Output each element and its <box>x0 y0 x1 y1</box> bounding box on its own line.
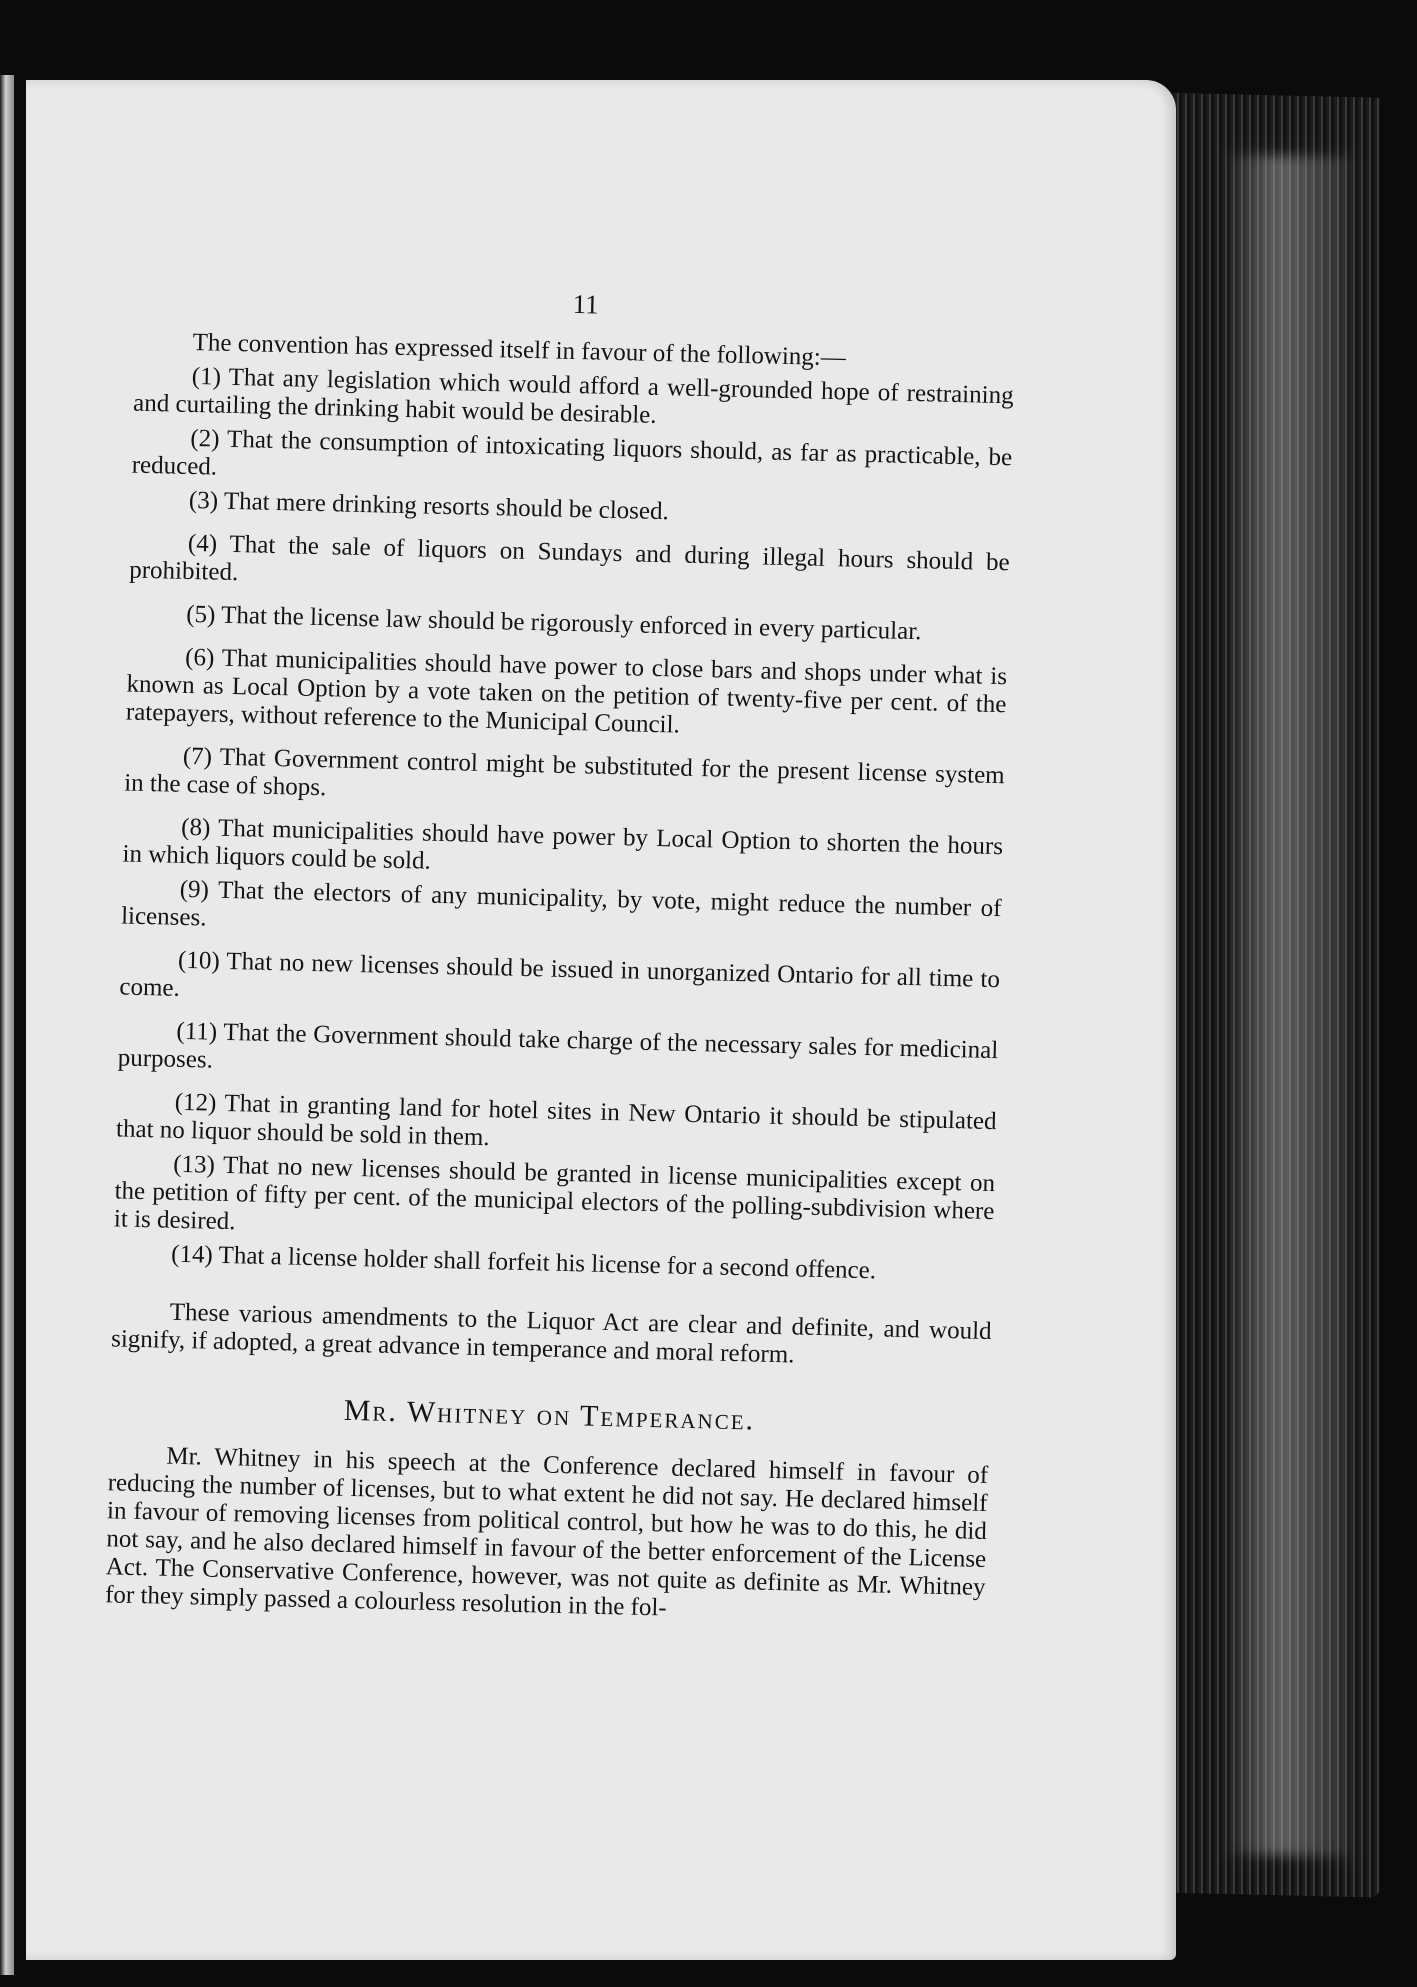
book-page-edges <box>1150 92 1380 1897</box>
resolution-item: (6) That municipalities should have power to close bars and shops under what is known as Local Option by a vote taken on the petition of twenty-five per cent. of the ratepayers, without reference to the Municipal Council. <box>125 643 1008 739</box>
section-heading: Mr. Whitney on Temperance. <box>343 1393 756 1437</box>
resolution-item: (3) That mere drinking resorts should be closed. <box>188 486 670 526</box>
book-page <box>26 80 1176 1960</box>
resolution-item: (9) That the electors of any municipality, by vote, might reduce the number of licenses. <box>120 875 1002 932</box>
resolution-item: (2) That the consumption of intoxicating liquors should, as far as practicable, be reduced. <box>131 424 1013 481</box>
resolution-item: (5) That the license law should be rigorously enforced in every particular. <box>185 600 922 646</box>
page-number: 11 <box>572 288 600 320</box>
resolution-item: (11) That the Government should take charge of the necessary sales for medicinal purposes. <box>117 1017 999 1074</box>
resolution-item: (1) That any legislation which would afford a well-grounded hope of restraining and curtailing the drinking habit would be desirable. <box>132 362 1014 429</box>
resolution-item: (7) That Government control might be substituted for the present license system in the case of shops. <box>123 742 1005 802</box>
book-binding-edge <box>0 75 14 1975</box>
section-body-paragraph: Mr. Whitney in his speech at the Conference declared himself in favour of reducing the number of licenses, but to what extent he did not say. He declared himself in favour of removing licenses from political control, but how he was to do this, he did not say, and he also declared himself in favour of the better enforcement of the License Act. The Conservative Conference, however, was not quite as definite as Mr. Whitney for they simply passed a colourless resolution in the fol- <box>104 1442 989 1622</box>
intro-paragraph: The convention has expressed itself in favour of the following:— <box>192 328 847 372</box>
resolution-item: (10) That no new licenses should be issued in unorganized Ontario for all time to come. <box>119 946 1001 1002</box>
closing-paragraph: These various amendments to the Liquor Act are clear and definite, and would signify, if adopted, a great advance in temperance and moral reform. <box>110 1298 992 1369</box>
resolution-item: (8) That municipalities should have power by Local Option to shorten the hours in which liquors could be sold. <box>122 813 1004 875</box>
resolution-item: (4) That the sale of liquors on Sundays and during illegal hours should be prohibited. <box>128 529 1011 587</box>
resolution-item: (13) That no new licenses should be granted in license municipalities except on the petition of fifty per cent. of the municipal electors of the polling-subdivision where it is desired. <box>113 1150 996 1236</box>
resolution-item: (14) That a license holder shall forfeit his license for a second offence. <box>170 1240 877 1285</box>
resolution-item: (12) That in granting land for hotel sites in New Ontario it should be stipulated that no liquor should be sold in them. <box>115 1088 997 1152</box>
page-text-block <box>104 280 1015 1645</box>
resolutions-list <box>113 362 1014 1288</box>
